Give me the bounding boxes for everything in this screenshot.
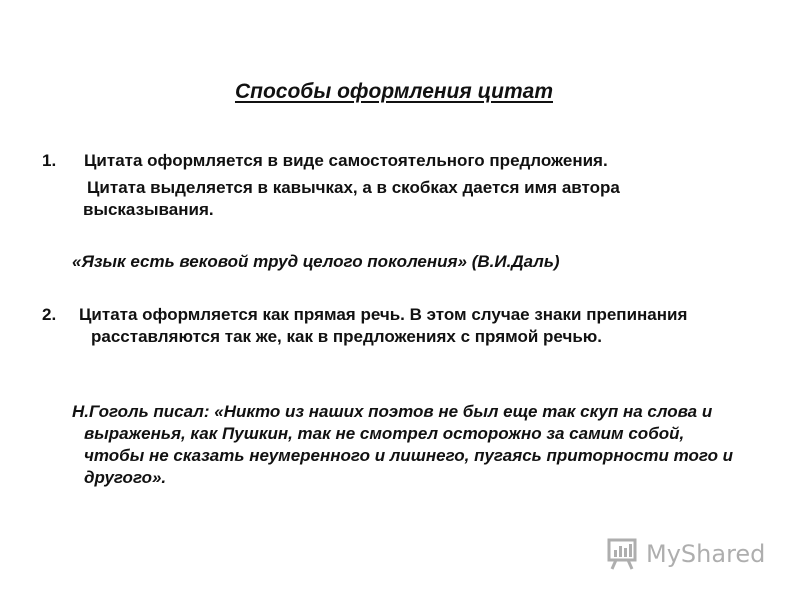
list-item-1-heading: Цитата оформляется в виде самостоятельного предложения. bbox=[84, 151, 608, 170]
presentation-board-icon bbox=[606, 537, 640, 571]
list-item-2-text: Цитата оформляется как прямая речь. В этом случае знаки препинания расставляются так же, как в предложениях с прямой речью. bbox=[79, 305, 688, 346]
list-number: 2. bbox=[42, 305, 57, 324]
quote-example-1: «Язык есть вековой труд целого поколения» (В.И.Даль) bbox=[72, 252, 560, 271]
watermark-text: MyShared bbox=[646, 540, 766, 568]
list-item-1-description: Цитата выделяется в кавычках, а в скобках дается имя автора высказывания. bbox=[83, 178, 620, 219]
slide-title: Способы оформления цитат bbox=[234, 80, 553, 103]
quote-example-2-text: Н.Гоголь писал: «Никто из наших поэтов не был еще так скуп на слова и выраженья, как Пушкин, так не смотрел осторожно за самим собой, чтобы не сказать неумеренного и лишнего, пугаясь приторности того и другого». bbox=[72, 402, 734, 487]
quote-example-2 bbox=[56, 401, 746, 489]
list-number: 1. bbox=[42, 151, 57, 170]
watermark-logo bbox=[606, 535, 765, 573]
